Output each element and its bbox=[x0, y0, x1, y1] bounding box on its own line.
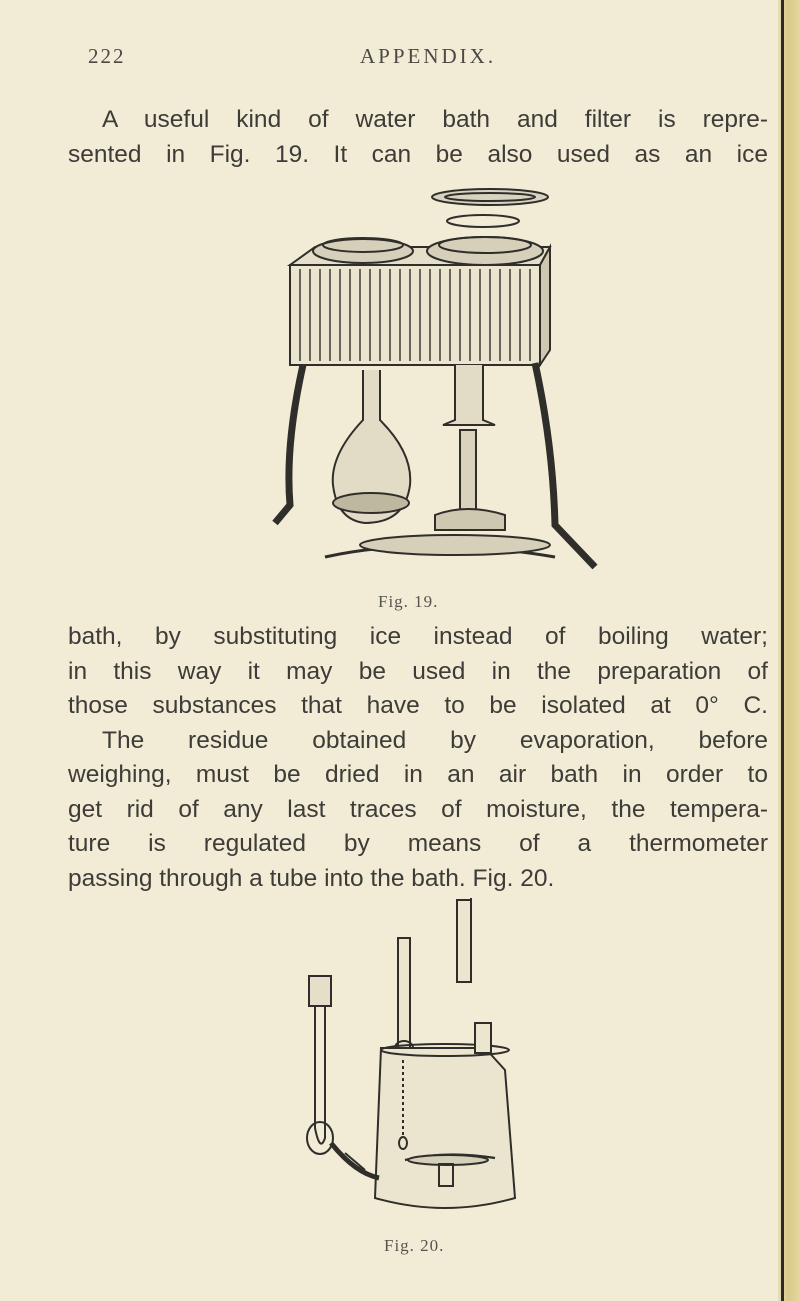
paragraph-2 bbox=[68, 620, 768, 896]
text-line: A useful kind of water bath and filter is repre- bbox=[102, 106, 768, 133]
text-line: passing through a tube into the bath. Fig. 20. bbox=[68, 864, 555, 892]
text-line: weighing, must be dried in an air bath in order to bbox=[68, 761, 768, 788]
text-line: in this way it may be used in the preparation of bbox=[68, 657, 768, 685]
figure-20-caption: Fig. 20. bbox=[384, 1236, 445, 1255]
figure-19-caption: Fig. 19. bbox=[378, 592, 439, 611]
text-line: The residue obtained by evaporation, before bbox=[102, 726, 768, 754]
figure-19-illustration bbox=[255, 185, 605, 580]
text-line: sented in Fig. 19. It can be also used as an ice bbox=[68, 140, 768, 168]
header-title: APPENDIX. bbox=[360, 44, 497, 68]
page-number: 222 bbox=[88, 44, 126, 68]
water-bath-drawing bbox=[255, 185, 605, 580]
figure-20-illustration bbox=[295, 898, 525, 1223]
text-line: ture is regulated by means of a thermometer bbox=[68, 830, 768, 857]
paragraph-1 bbox=[68, 103, 768, 172]
running-head bbox=[88, 44, 768, 74]
page-edge-shadow bbox=[781, 0, 784, 1301]
text-line: those substances that have to be isolated at 0° C. bbox=[68, 692, 768, 719]
air-bath-drawing bbox=[295, 898, 525, 1223]
text-line: get rid of any last traces of moisture, the tempera- bbox=[68, 795, 768, 823]
text-line: bath, by substituting ice instead of boiling water; bbox=[68, 623, 768, 650]
